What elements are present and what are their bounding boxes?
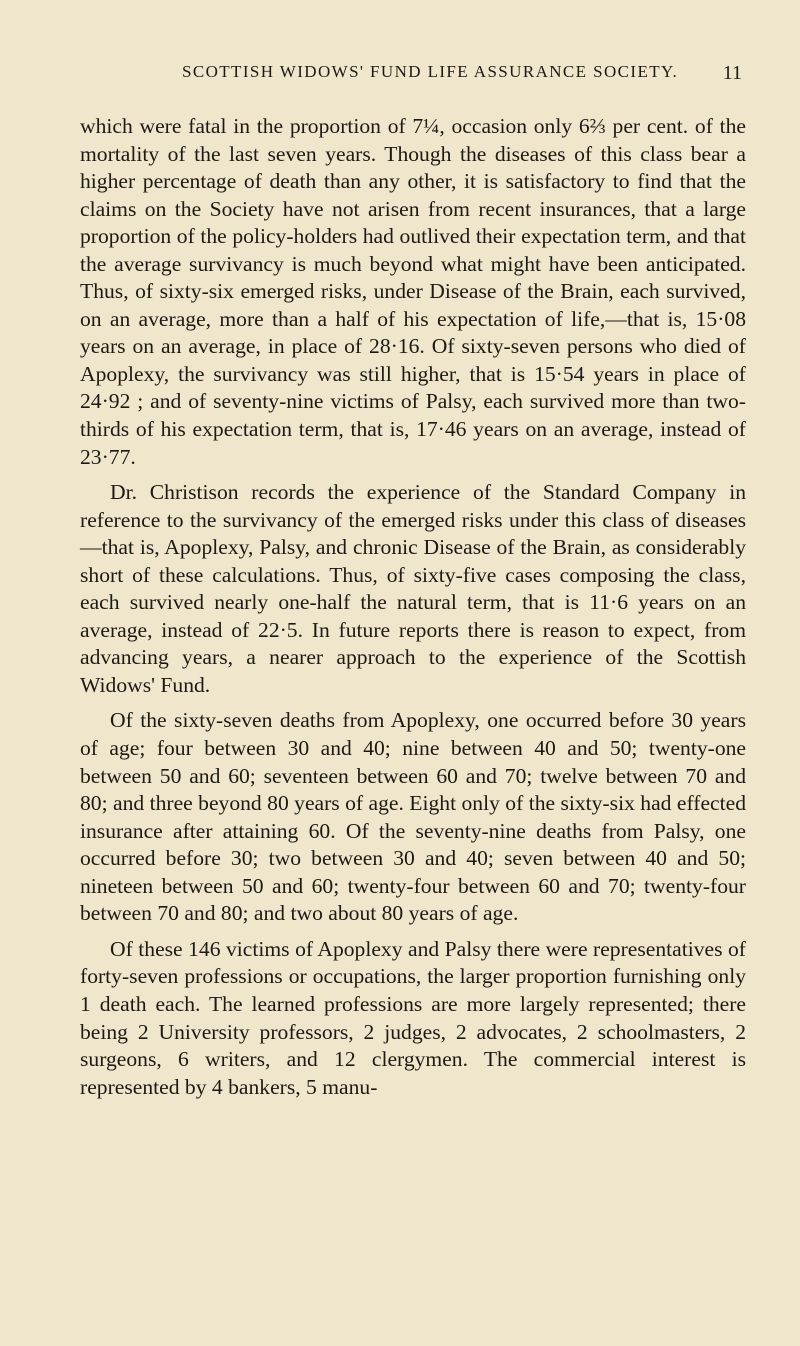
page-number: 11	[722, 62, 742, 84]
running-title: SCOTTISH WIDOWS' FUND LIFE ASSURANCE SOCIETY.	[182, 62, 679, 81]
paragraph-2: Dr. Christison records the experience of the Standard Company in reference to the survivancy of the emerged risks under this class of diseases—that is, Apoplexy, Palsy, and chronic Disease of the Brain, as considerably short of these calculations. Thus, of sixty-five cases composing the class, each survived nearly one-half the natural term, that is 11·6 years on an average, instead of 22·5. In future reports there is reason to expect, from advancing years, a nearer approach to the experience of the Scottish Widows' Fund.	[80, 480, 746, 697]
paragraph-1: which were fatal in the proportion of 7¼, occasion only 6⅔ per cent. of the mortality of the last seven years. Though the diseases of this class bear a higher percentage of death than any other, it is satisfactory to find that the claims on the Society have not arisen from recent insurances, that a large proportion of the policy-holders had outlived their expectation term, and that the average survivancy is much beyond what might have been anticipated. Thus, of sixty-six emerged risks, under Disease of the Brain, each survived, on an average, more than a half of his expectation of life,—that is, 15·08 years on an average, in place of 28·16. Of sixty-seven persons who died of Apoplexy, the survivancy was still higher, that is 15·54 years in place of 24·92 ; and of seventy-nine victims of Palsy, each survived more than two-thirds of his expectation term, that is, 17·46 years on an average, instead of 23·77.	[80, 114, 746, 469]
paragraph-3: Of the sixty-seven deaths from Apoplexy, one occurred before 30 years of age; four between 30 and 40; nine between 40 and 50; twenty-one between 50 and 60; seventeen between 60 and 70; twelve between 70 and 80; and three beyond 80 years of age. Eight only of the sixty-six had effected insurance after attaining 60. Of the seventy-nine deaths from Palsy, one occurred before 30; two between 30 and 40; seven between 40 and 50; nineteen between 50 and 60; twenty-four between 60 and 70; twenty-four between 70 and 80; and two about 80 years of age.	[80, 708, 746, 926]
paragraph-4: Of these 146 victims of Apoplexy and Palsy there were representatives of forty-seven professions or occupations, the larger proportion furnishing only 1 death each. The learned professions are more largely represented; there being 2 University professors, 2 judges, 2 advocates, 2 schoolmasters, 2 surgeons, 6 writers, and 12 clergymen. The commercial interest is represented by 4 bankers, 5 manu-	[80, 936, 746, 1099]
running-head	[182, 62, 742, 92]
body-text	[80, 113, 746, 1101]
